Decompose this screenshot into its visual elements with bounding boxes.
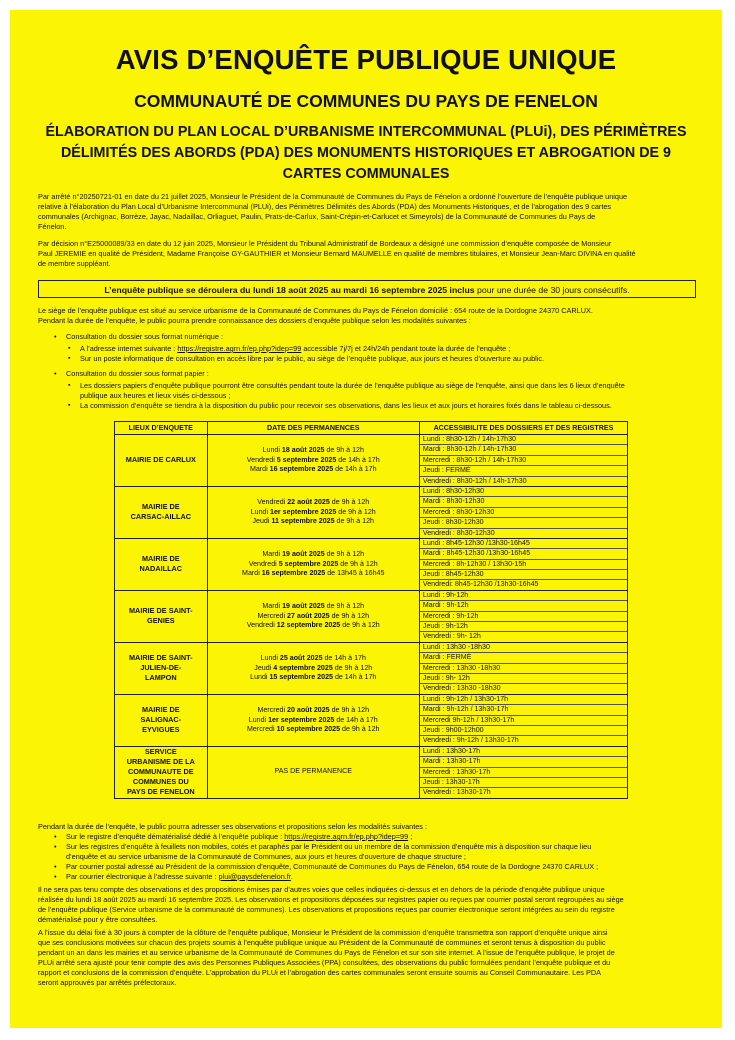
email-link[interactable]: plui@paysdefenelon.fr	[218, 872, 291, 881]
registre-link[interactable]: https://registre.agrn.fr/ep.php?idep=99	[284, 832, 409, 841]
text-line: Paul JEREMIE en qualité de Président, Madame Françoise GY-GAUTHIER et Monsieur Bernard MAUMELLE en qualité de membres titulaires, et Monsieur Jean-Marc DIVINA en qualité	[38, 249, 636, 258]
horaire-line: Mercredi : 13h30-17h	[420, 768, 627, 778]
horaire-line: Vendredi: 8h45-12h30 /13h30-16h45	[422, 580, 539, 589]
cell-dates	[207, 538, 419, 590]
permanence-text: Lundi	[250, 507, 271, 516]
lieu-line: GENIES	[147, 616, 175, 626]
permanence-text: de 9h à 12h	[329, 706, 370, 715]
text-line: Le siège de l’enquête publique est situé au service urbanisme de la Communauté de Communes du Pays de Fénelon domicilié : 654 route de la Dordogne 24370 CARLUX.	[38, 306, 593, 315]
permanence-date: 15 septembre 2025	[269, 672, 333, 681]
permanence-line	[208, 446, 419, 455]
permanence-text: de 9h à 12h	[340, 621, 380, 630]
text-part: ;	[408, 832, 413, 841]
permanence-date: 10 septembre 2025	[276, 724, 341, 733]
permanence-date: 25 août 2025	[279, 654, 323, 663]
lieu-line: NADAILLAC	[139, 564, 183, 574]
horaire-line: Jeudi : 8h45-12h30	[420, 570, 627, 580]
permanence-line	[208, 550, 419, 559]
horaire-line: Lundi : 13h30 -18h30	[420, 643, 627, 653]
text-line: Pendant la durée de l’enquête, le public pourra prendre connaissance des dossiers d’enquête publique selon les modalités suivantes :	[38, 316, 471, 325]
horaire-line: Mardi : 8h45-12h30 /13h30-16h45	[420, 549, 627, 559]
permanence-date: 5 septembre 2025	[278, 559, 339, 568]
text-line: communales (Archignac, Borrèze, Jayac, Nadaillac, Orliaguet, Paulin, Prats-de-Carlux, Saint-Crépin-et-Carlucet et Simeyrols) de la Communauté de Communes du Pays de	[38, 212, 596, 221]
lieu-line: PAYS DE FENELON	[126, 787, 195, 797]
heading-line: CARTES COMMUNALES	[282, 166, 450, 182]
text-line: Par décision n°E25000089/33 en date du 12 juin 2025, Monsieur le Président du Tribunal Administratif de Bordeaux a désigné une commission d’enquête composée de Monsieur	[38, 239, 612, 248]
cell-lieu	[115, 538, 208, 590]
horaire-line: Mercredi : 8h30-12h / 14h-17h30	[420, 456, 627, 466]
permanence-text: de 14h à 17h	[333, 465, 377, 474]
permanences-table	[114, 421, 628, 799]
permanence-text: de 9h à 12h	[324, 602, 365, 611]
horaire-line: Lundi : 8h45-12h30 /13h30-16h45	[420, 539, 627, 549]
observation-item	[52, 872, 698, 882]
lieu-line: LAMPON	[144, 673, 177, 683]
text-line: Il ne sera pas tenu compte des observations et des propositions émises par d’autres voies que celles indiquées ci-dessus et en dehors de la période d’enquête publique unique	[38, 885, 605, 894]
lieu-line: JULIEN-DE-	[140, 663, 182, 673]
lieu-line: MAIRIE DE CARLUX	[125, 455, 196, 465]
heading-line: DÉLIMITÉS DES ABORDS (PDA) DES MONUMENTS HISTORIQUES ET ABROGATION DE 9	[60, 145, 672, 161]
text-part: accessible 7j/7j et 24h/24h pendant toute la durée de l’enquête ;	[301, 344, 511, 353]
permanence-text: de 14h à 17h	[336, 455, 380, 464]
cell-accessibilite	[419, 590, 627, 642]
horaire-line: Mercredi : 13h30 -18h30	[420, 664, 627, 674]
permanence-text: de 14h à 17h	[334, 715, 378, 724]
text-line: Par arrêté n°20250721-01 en date du 21 juillet 2025, Monsieur le Président de la Communauté de Communes du Pays de Fénelon a ordonné l’ouverture de l’enquête publique unique	[38, 192, 628, 201]
lieu-line: SALIGNAC-	[140, 715, 182, 725]
permanence-text: de 9h à 12h	[329, 611, 370, 620]
header-lieux: LIEUX D’ENQUETE	[115, 422, 208, 435]
cell-accessibilite	[419, 746, 627, 798]
permanence-text: de 9h à 12h	[324, 550, 365, 559]
permanence-text: Lundi	[260, 654, 280, 663]
permanence-text: Vendredi	[248, 559, 279, 568]
lieu-line: URBANISME DE LA	[126, 757, 195, 767]
permanence-date: 22 août 2025	[287, 498, 330, 507]
table-header-row	[115, 422, 628, 435]
intro-paragraph-2	[38, 239, 698, 269]
lieu-line: MAIRIE DE	[141, 705, 180, 715]
lieu-line: CARSAC-AILLAC	[130, 512, 191, 522]
cell-accessibilite	[419, 486, 627, 538]
table-row	[115, 746, 628, 798]
permanence-text: Mardi	[249, 465, 270, 474]
permanence-text: Vendredi	[246, 455, 277, 464]
consult-paper-label: • Consultation du dossier sous format papier :	[52, 369, 698, 379]
permanence-text: de 13h45 à 16h45	[325, 569, 385, 578]
enquiry-period-duration: pour une durée de 30 jours consécutifs.	[474, 285, 630, 295]
permanence-text: Vendredi	[257, 498, 288, 507]
permanence-text: de 14h à 17h	[322, 654, 366, 663]
consult-numeric-label: • Consultation du dossier sous format numérique :	[52, 332, 698, 342]
permanence-text: Lundi	[248, 715, 269, 724]
horaire-line: Jeudi : 13h30-17h	[420, 778, 627, 788]
permanence-text: Mardi	[262, 602, 283, 611]
permanence-text: de 14h à 17h	[332, 672, 377, 681]
permanence-line	[208, 517, 419, 526]
text-line: A l’issue du délai fixé à 30 jours à compter de la clôture de l’enquête publique, Monsieur le Président de la commission d’enquête transmettra son rapport d’enquête unique ainsi	[38, 928, 608, 937]
text-part: Par courrier électronique à l’adresse suivante :	[66, 872, 219, 881]
text-line: dématérialisé pour y être consultées.	[38, 915, 158, 924]
permanence-date: 19 août 2025	[282, 602, 325, 611]
horaire-line: Mardi : 8h30-12h / 14h-17h30	[420, 445, 627, 455]
permanence-text: Lundi	[250, 672, 270, 681]
permanence-date: 4 septembre 2025	[273, 663, 333, 672]
text-part: Sur le registre d’enquête dématérialisé dédié à l’enquête publique :	[66, 832, 285, 841]
horaire-line: Vendredi : 8h30-12h / 14h-17h30	[422, 476, 527, 485]
consultation-list	[38, 332, 698, 411]
permanence-text: Jeudi	[254, 663, 274, 672]
permanence-text: Mercredi	[257, 706, 288, 715]
horaire-line: Vendredi : 13h30 -18h30	[422, 684, 501, 693]
permanence-line	[208, 498, 419, 507]
observations-intro: Pendant la durée de l’enquête, le public pourra adresser ses observations et propositions selon les modalités suivantes :	[38, 822, 427, 831]
cell-dates	[207, 694, 419, 746]
permanence-line	[208, 508, 419, 517]
permanence-text: Mercredi	[257, 611, 288, 620]
table-row	[115, 642, 628, 694]
permanence-line	[208, 456, 419, 465]
text-line: rapport et conclusions de la commission d’enquête. L’approbation du PLUi et l’abrogation des cartes communales seront ensuite soumis au Conseil Communautaire. Les PDA	[38, 968, 601, 977]
cell-accessibilite	[419, 642, 627, 694]
cell-dates	[207, 746, 419, 798]
permanence-line	[208, 602, 419, 611]
header-accessibilite: ACCESSIBILITE DES DOSSIERS ET DES REGISTRES	[419, 422, 627, 435]
permanence-text: Mardi	[262, 550, 283, 559]
horaire-line: Vendredi : 9h-12h / 13h30-17h	[422, 736, 519, 745]
horaire-line: Lundi : 9h-12h	[420, 591, 627, 601]
permanence-line	[208, 465, 419, 474]
text-line: que ses conclusions motivées sur chacun des projets soumis à l’enquête publique unique au Président de la Communauté de communes et seront tenus à disposition du public	[38, 938, 606, 947]
horaire-line: Vendredi : 9h- 12h	[422, 632, 481, 641]
permanence-line	[208, 569, 419, 578]
permanence-date: 12 septembre 2025	[276, 621, 341, 630]
notice-heading	[40, 122, 692, 185]
horaire-line: Mercredi 9h-12h / 13h30-17h	[420, 716, 627, 726]
text-line: ▪ Les dossiers papiers d’enquête publique pourront être consultés pendant toute la durée de l’enquête publique au siège de l’enquête, ainsi que dans les 6 lieux d’enquête	[80, 381, 625, 390]
notice-subtitle: COMMUNAUTÉ DE COMMUNES DU PAYS DE FENELON	[134, 91, 598, 111]
horaire-line: Lundi : 9h-12h / 13h30-17h	[420, 695, 627, 705]
table-row	[115, 435, 628, 487]
lieu-line: SERVICE	[144, 747, 177, 757]
lieu-line: MAIRIE DE	[141, 554, 180, 564]
permanence-text: de 9h à 12h	[338, 559, 378, 568]
permanence-line	[208, 621, 419, 630]
registre-link[interactable]: https://registre.agrn.fr/ep.php?idep=99	[177, 344, 302, 353]
permanence-line	[208, 673, 419, 682]
consult-paper-item: ▪ La commission d’enquête se tiendra à la disposition du public pour recevoir ses observations, dans les lieux et aux jours et horaires fixés dans le tableau ci-dessous.	[38, 401, 698, 411]
horaire-line: Mercredi : 8h-12h30 / 13h30-15h	[420, 560, 627, 570]
text-line: pendant un an dans les mairies et au service urbanisme de la Communauté de Communes du Pays de Fénelon et sur son site internet. A l’issue de l’enquête publique, le projet de	[38, 948, 615, 957]
cell-accessibilite	[419, 538, 627, 590]
permanence-text: Vendredi	[246, 621, 277, 630]
cell-lieu	[115, 746, 208, 798]
observation-item: • Par courrier postal adressé au Président de la commission d’enquête, Communauté de Communes du Pays de Fénelon, 654 route de la Dordogne 24370 CARLUX ;	[52, 862, 698, 872]
consult-numeric-item: ▪ Sur un poste informatique de consultation en accès libre par le public, au siège de l’enquête publique, aux jours et heures d’ouverture au public.	[38, 354, 698, 364]
table-row	[115, 486, 628, 538]
text-line: réalisée du lundi 18 août 2025 au mardi 16 septembre 2025. Les observations et propositions déposées sur registres papier ou reçues par courrier postal seront regroupées au siège	[38, 895, 624, 904]
horaire-line: Lundi : 8h30-12h / 14h-17h30	[420, 435, 627, 445]
table-row	[115, 694, 628, 746]
permanence-date: 18 août 2025	[281, 446, 325, 455]
permanence-text: Mercredi	[246, 724, 277, 733]
lieu-line: MAIRIE DE SAINT-	[128, 653, 193, 663]
horaire-line: Mardi : 9h-12h	[420, 601, 627, 611]
permanence-text: de 9h à 12h	[334, 517, 374, 526]
horaire-line: Mercredi : 8h30-12h30	[420, 508, 627, 518]
observation-item	[52, 832, 698, 842]
heading-line: ÉLABORATION DU PLAN LOCAL D’URBANISME INTERCOMMUNAL (PLUi), DES PÉRIMÈTRES	[45, 124, 687, 140]
cell-dates	[207, 435, 419, 487]
cell-lieu	[115, 694, 208, 746]
text-line: seront approuvés par arrêtés préfectoraux.	[38, 978, 177, 987]
permanence-text: de 9h à 12h	[340, 724, 380, 733]
table-row	[115, 538, 628, 590]
horaire-line: Jeudi : 9h- 12h	[420, 674, 627, 684]
cell-accessibilite	[419, 694, 627, 746]
siege-paragraph	[38, 306, 698, 326]
horaire-line: Jeudi : 9h-12h	[420, 622, 627, 632]
cell-lieu	[115, 590, 208, 642]
permanence-date: 1er septembre 2025	[268, 715, 335, 724]
permanence-line	[208, 612, 419, 621]
text-part: .	[290, 872, 293, 881]
permanence-date: 20 août 2025	[287, 706, 330, 715]
permanence-line	[208, 706, 419, 715]
text-line: Fénelon.	[38, 222, 67, 231]
notice-title: AVIS D’ENQUÊTE PUBLIQUE UNIQUE	[115, 44, 617, 75]
permanence-date: 1er septembre 2025	[270, 507, 337, 516]
observations-section	[38, 822, 698, 882]
cell-accessibilite	[419, 435, 627, 487]
horaire-line: Mardi : 13h30-17h	[420, 757, 627, 767]
text-line: relative à l’élaboration du Plan Local d’Urbanisme Intercommunal (PLUi), des Périmètres Délimités des Abords (PDA) des Monuments Historiques, et de l’abrogation des 9 cartes	[38, 202, 612, 211]
enquiry-period-box	[38, 280, 696, 298]
permanence-text: de 9h à 12h	[329, 498, 370, 507]
horaire-line: Lundi : 8h30-12h30	[420, 487, 627, 497]
cell-dates	[207, 590, 419, 642]
permanence-date: 19 août 2025	[282, 550, 325, 559]
enquiry-period-bold: L’enquête publique se déroulera du lundi 18 août 2025 au mardi 16 septembre 2025 inclus	[104, 285, 475, 295]
permanence-line	[208, 725, 419, 734]
permanence-text: de 9h à 12h	[336, 507, 376, 516]
notice-sheet	[10, 10, 722, 1028]
text-line: PLUi arrêté sera ajusté pour tenir compte des avis des Personnes Publiques Associées (PPA) consultées, des observations du public formulées pendant l’enquête publique et du	[38, 958, 611, 967]
horaire-line: Lundi : 13h30-17h	[420, 747, 627, 757]
permanence-text: Lundi	[262, 446, 282, 455]
lieu-line: COMMUNAUTE DE	[127, 767, 194, 777]
text-part: A l’adresse internet suivante :	[80, 344, 178, 353]
cell-lieu	[115, 486, 208, 538]
text-line: d’enquête et au service urbanisme de la Communauté de Communes, aux jours et heures d’ouverture de chaque structure ;	[66, 852, 466, 861]
lieu-line: EYVIGUES	[142, 725, 180, 735]
permanence-line	[208, 560, 419, 569]
final-paragraph-1	[38, 885, 698, 925]
horaire-line: Mardi : FERMÉ	[420, 653, 627, 663]
lieu-line: COMMUNES DU	[132, 777, 189, 787]
lieu-line: MAIRIE DE	[141, 502, 180, 512]
intro-paragraph-1	[38, 192, 698, 232]
permanence-date: 27 août 2025	[287, 611, 330, 620]
permanence-date: 16 septembre 2025	[261, 569, 326, 578]
table-row	[115, 590, 628, 642]
permanence-date: 16 septembre 2025	[269, 465, 334, 474]
text-line: • Sur les registres d’enquête à feuillets non mobiles, cotés et paraphés par le Président ou un membre de la commission d’enquête mis à disposition sur chaque lieu	[66, 842, 592, 851]
consult-numeric-item	[38, 344, 698, 354]
cell-lieu	[115, 642, 208, 694]
horaire-line: Jeudi : FERMÉ	[420, 466, 627, 476]
permanence-text: Jeudi	[252, 517, 272, 526]
permanence-line	[208, 664, 419, 673]
cell-lieu	[115, 435, 208, 487]
cell-dates	[207, 486, 419, 538]
permanence-line	[208, 654, 419, 663]
no-permanence: PAS DE PERMANENCE	[274, 767, 353, 776]
permanence-text: de 9h à 12h	[332, 663, 373, 672]
permanence-line	[208, 716, 419, 725]
final-paragraph-2	[38, 928, 698, 988]
horaire-line: Mardi : 9h-12h / 13h30-17h	[420, 705, 627, 715]
text-line: de membre suppléant.	[38, 259, 111, 268]
horaire-line: Mercredi : 9h-12h	[420, 612, 627, 622]
permanence-date: 5 septembre 2025	[276, 455, 337, 464]
horaire-line: Vendredi : 8h30-12h30	[422, 528, 495, 537]
permanence-text: de 9h à 12h	[324, 446, 364, 455]
horaire-line: Vendredi : 13h30-17h	[422, 788, 491, 797]
horaire-line: Jeudi : 8h30-12h30	[420, 518, 627, 528]
consult-paper-item	[38, 381, 698, 401]
observation-item	[52, 842, 698, 862]
permanence-text: Mardi	[242, 569, 262, 578]
permanence-date: 11 septembre 2025	[271, 517, 335, 526]
horaire-line: Jeudi : 9h00-12h00	[420, 726, 627, 736]
header-dates: DATE DES PERMANENCES	[207, 422, 419, 435]
lieu-line: MAIRIE DE SAINT-	[128, 606, 193, 616]
horaire-line: Mardi : 8h30-12h30	[420, 497, 627, 507]
text-line: publique aux heures et lieux visés ci-dessous ;	[80, 391, 231, 400]
cell-dates	[207, 642, 419, 694]
text-line: de l’enquête publique (Service urbanisme de la communauté de communes). Les observations et propositions reçues par courrier électronique seront intégrées au sein du registre	[38, 905, 615, 914]
